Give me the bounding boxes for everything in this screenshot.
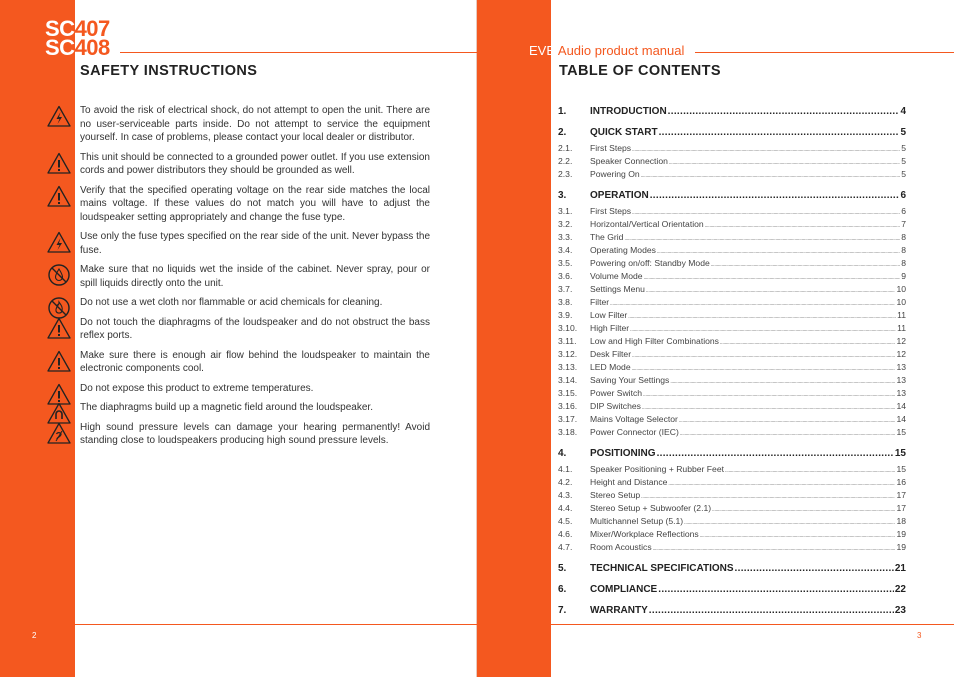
toc-entry-title: TECHNICAL SPECIFICATIONS (590, 563, 734, 574)
toc-dot-leader (641, 173, 901, 179)
toc-dot-leader (650, 190, 900, 201)
toc-entry-page: 5 (901, 156, 906, 166)
safety-item (45, 382, 430, 396)
toc-entry-number: 4.3. (558, 490, 573, 500)
toc-dot-leader (642, 405, 895, 411)
toc-entry[interactable] (558, 388, 906, 401)
toc-dot-leader (705, 223, 901, 229)
toc-entry-number: 3.16. (558, 401, 578, 411)
toc-entry-number: 7. (558, 605, 567, 616)
toc-dot-leader (659, 127, 900, 138)
toc-entry-title: The Grid (590, 232, 624, 242)
toc-entry[interactable] (558, 477, 906, 490)
toc-entry[interactable] (558, 516, 906, 529)
toc-entry[interactable] (558, 427, 906, 440)
toc-entry-title: Operating Modes (590, 245, 656, 255)
safety-item (45, 263, 430, 290)
toc-entry-title: Saving Your Settings (590, 375, 670, 385)
toc-entry-title: Speaker Connection (590, 156, 668, 166)
lightning-warning-icon (47, 231, 71, 253)
toc-entry-title: Mains Voltage Selector (590, 414, 678, 424)
toc-dot-leader (643, 392, 895, 398)
safety-item-text: The diaphragms build up a magnetic field around the loudspeaker. (80, 402, 373, 413)
toc-entry-title: Low and High Filter Combinations (590, 336, 719, 346)
toc-entry-title: Mixer/Workplace Reflections (590, 529, 699, 539)
toc-entry-title: Low Filter (590, 310, 628, 320)
toc-entry-title: Multichannel Setup (5.1) (590, 516, 684, 526)
toc-entry-page: 12 (896, 349, 906, 359)
safety-item-text: High sound pressure levels can damage your hearing permanently! Avoid standing close to loudspeakers producing high sound pressure levels. (80, 421, 430, 446)
toc-entry-number: 3.6. (558, 271, 573, 281)
toc-entry-page: 15 (896, 427, 906, 437)
toc-entry-page: 13 (896, 375, 906, 385)
toc-entry[interactable] (558, 584, 906, 597)
safety-item-text: Do not use a wet cloth nor flammable or acid chemicals for cleaning. (80, 297, 383, 308)
toc-entry-title: DIP Switches (590, 401, 641, 411)
toc-dot-leader (628, 314, 896, 320)
safety-item-text: Use only the fuse types specified on the rear side of the unit. Never bypass the fuse. (80, 231, 430, 256)
toc-entry-title: Power Connector (IEC) (590, 427, 679, 437)
toc-entry-title: COMPLIANCE (590, 584, 658, 595)
toc-dot-leader (653, 546, 896, 552)
toc-entry[interactable] (558, 464, 906, 477)
safety-item-text: This unit should be connected to a grounded power outlet. If you use extension cords and power distributors they should be grounded as well. (80, 151, 430, 176)
toc-entry-title: Stereo Setup + Subwoofer (2.1) (590, 503, 712, 513)
safety-item-text: Make sure that no liquids wet the inside of the cabinet. Never spray, pour or spill liquids directly onto the unit. (80, 264, 430, 289)
footer-rule-left (75, 624, 477, 625)
toc-entry[interactable] (558, 503, 906, 516)
manual-title: EVE Audio product manual (529, 43, 685, 58)
toc-entry-page: 10 (896, 284, 906, 294)
toc-entry-number: 3. (558, 190, 567, 201)
toc-dot-leader (646, 288, 896, 294)
toc-dot-leader (624, 236, 900, 242)
toc-entry[interactable] (558, 232, 906, 245)
toc-entry-title: Height and Distance (590, 477, 668, 487)
toc-entry[interactable] (558, 605, 906, 618)
toc-entry-page: 17 (896, 490, 906, 500)
toc-entry-title: Horizontal/Vertical Orientation (590, 219, 704, 229)
toc-dot-leader (668, 106, 900, 117)
toc-dot-leader (735, 563, 894, 574)
toc-entry[interactable] (558, 529, 906, 542)
toc-dot-leader (679, 418, 896, 424)
toc-entry-page: 16 (896, 477, 906, 487)
toc-entry-title: First Steps (590, 143, 632, 153)
toc-entry-number: 3.14. (558, 375, 578, 385)
toc-entry-page: 6 (901, 206, 906, 216)
toc-entry-number: 3.5. (558, 258, 573, 268)
toc-dot-leader (700, 533, 896, 539)
toc-entry-title: Filter (590, 297, 610, 307)
toc-entry-title: First Steps (590, 206, 632, 216)
toc-entry-page: 5 (901, 143, 906, 153)
toc-entry-number: 3.1. (558, 206, 573, 216)
toc-entry-page: 9 (901, 271, 906, 281)
page-number-right: 3 (917, 631, 922, 640)
toc-entry-number: 4.4. (558, 503, 573, 513)
toc-entry[interactable] (558, 156, 906, 169)
toc-entry-number: 3.4. (558, 245, 573, 255)
toc-entry[interactable] (558, 542, 906, 555)
toc-entry[interactable] (558, 245, 906, 258)
toc-entry-page: 17 (896, 503, 906, 513)
safety-item-text: Make sure there is enough air flow behind the loudspeaker to maintain the electronic components cool. (80, 349, 430, 374)
toc-entry-page: 5 (901, 169, 906, 179)
toc-entry-page: 13 (896, 362, 906, 372)
safety-item-text: Verify that the specified operating voltage on the rear side matches the local mains voltage. If these values do not match you will have to adjust the loudspeaker setting appropriately and change the fuse type. (80, 184, 430, 223)
toc-dot-leader (684, 520, 895, 526)
right-accent-stripe (477, 0, 551, 677)
toc-entry[interactable] (558, 414, 906, 427)
toc-entry-page: 22 (894, 584, 906, 595)
toc-entry[interactable] (558, 349, 906, 362)
safety-item (45, 184, 430, 225)
toc-dot-leader (657, 448, 894, 459)
toc-entry-page: 8 (901, 245, 906, 255)
toc-entry-number: 4.6. (558, 529, 573, 539)
toc-entry-page: 5 (900, 127, 906, 138)
toc-entry-number: 3.18. (558, 427, 578, 437)
toc-entry-page: 23 (894, 605, 906, 616)
toc-entry-title: Settings Menu (590, 284, 645, 294)
toc-entry-number: 2.2. (558, 156, 573, 166)
safety-item (45, 316, 430, 343)
header-rule-left (120, 52, 477, 53)
toc-dot-leader (680, 431, 896, 437)
toc-dot-leader (657, 249, 900, 255)
page-number-left: 2 (32, 631, 37, 640)
toc-entry-page: 7 (901, 219, 906, 229)
toc-dot-leader (632, 210, 900, 216)
toc-entry[interactable] (558, 143, 906, 156)
toc-dot-leader (725, 468, 895, 474)
toc-entry-page: 15 (894, 448, 906, 459)
toc-entry-number: 3.10. (558, 323, 578, 333)
toc-dot-leader (669, 160, 900, 166)
toc-entry[interactable] (558, 448, 906, 461)
toc-entry[interactable] (558, 258, 906, 271)
toc-entry-number: 3.3. (558, 232, 573, 242)
toc-entry[interactable] (558, 563, 906, 576)
toc-entry-page: 19 (896, 529, 906, 539)
toc-entry-number: 3.7. (558, 284, 573, 294)
toc-entry[interactable] (558, 219, 906, 232)
model-name-sc408: SC408 (45, 35, 110, 60)
toc-entry-number: 3.15. (558, 388, 578, 398)
hearing-warning-icon (47, 422, 71, 444)
toc-entry-page: 14 (896, 414, 906, 424)
toc-entry-number: 4.1. (558, 464, 573, 474)
toc-entry-title: INTRODUCTION (590, 106, 667, 117)
toc-entry-number: 3.17. (558, 414, 578, 424)
toc-entry-number: 5. (558, 563, 567, 574)
toc-heading: TABLE OF CONTENTS (559, 63, 721, 79)
exclamation-warning-icon (47, 185, 71, 207)
toc-entry[interactable] (558, 206, 906, 219)
toc-entry-page: 4 (900, 106, 906, 117)
toc-entry[interactable] (558, 271, 906, 284)
toc-dot-leader (610, 301, 895, 307)
toc-entry-page: 19 (896, 542, 906, 552)
toc-entry-page: 8 (901, 232, 906, 242)
toc-entry-number: 3.11. (558, 336, 577, 346)
toc-entry-number: 2. (558, 127, 567, 138)
model-name-sc407: SC407 (45, 16, 110, 41)
toc-entry-title: Volume Mode (590, 271, 643, 281)
toc-entry-page: 10 (896, 297, 906, 307)
toc-entry-title: OPERATION (590, 190, 649, 201)
toc-dot-leader (632, 353, 895, 359)
toc-entry-title: POSITIONING (590, 448, 656, 459)
page-divider (476, 0, 477, 677)
toc-entry-title: LED Mode (590, 362, 631, 372)
toc-entry-page: 6 (900, 190, 906, 201)
toc-dot-leader (668, 481, 895, 487)
toc-entry-number: 4.7. (558, 542, 573, 552)
safety-item (45, 230, 430, 257)
toc-dot-leader (630, 327, 896, 333)
toc-dot-leader (658, 584, 894, 595)
safety-instructions-list (45, 104, 430, 454)
safety-item-text: Do not expose this product to extreme temperatures. (80, 382, 314, 394)
toc-entry[interactable] (558, 127, 906, 140)
toc-entry-title: Desk Filter (590, 349, 632, 359)
lightning-warning-icon (47, 105, 71, 127)
toc-entry-page: 21 (894, 563, 906, 574)
toc-entry-number: 4. (558, 448, 567, 459)
safety-item-text: To avoid the risk of electrical shock, do not attempt to open the unit. There are no user-serviceable parts inside. Do not attempt to service the equipment yourself. In case of problems, please contact your local dealer or distributor. (80, 105, 430, 143)
toc-entry[interactable] (558, 362, 906, 375)
toc-entry-title: Power Switch (590, 388, 643, 398)
toc-entry-number: 3.12. (558, 349, 578, 359)
toc-entry[interactable] (558, 310, 906, 323)
no-liquid-icon (47, 264, 71, 286)
toc-entry-page: 11 (897, 323, 906, 333)
toc-entry-number: 4.5. (558, 516, 573, 526)
toc-entry-page: 8 (901, 258, 906, 268)
toc-entry[interactable] (558, 106, 906, 119)
toc-entry-page: 14 (896, 401, 906, 411)
toc-entry-number: 3.2. (558, 219, 573, 229)
safety-item (45, 151, 430, 178)
toc-entry-page: 15 (896, 464, 906, 474)
safety-item (45, 421, 430, 448)
safety-item (45, 104, 430, 145)
toc-entry-page: 18 (896, 516, 906, 526)
toc-entry-number: 3.9. (558, 310, 573, 320)
table-of-contents (558, 106, 906, 618)
safety-item (45, 401, 430, 415)
toc-entry-title: QUICK START (590, 127, 658, 138)
toc-entry-title: WARRANTY (590, 605, 648, 616)
toc-dot-leader (644, 275, 901, 281)
toc-entry[interactable] (558, 490, 906, 503)
toc-dot-leader (712, 507, 895, 513)
toc-entry-title: Powering on/off: Standby Mode (590, 258, 710, 268)
toc-entry-title: High Filter (590, 323, 630, 333)
toc-entry-number: 3.8. (558, 297, 573, 307)
safety-item-text: Do not touch the diaphragms of the loudspeaker and do not obstruct the bass reflex ports. (80, 316, 430, 341)
toc-dot-leader (720, 340, 895, 346)
toc-entry[interactable] (558, 190, 906, 203)
toc-entry-page: 13 (896, 388, 906, 398)
toc-entry-page: 12 (896, 336, 906, 346)
toc-dot-leader (711, 262, 900, 268)
safety-item (45, 349, 430, 376)
toc-entry[interactable] (558, 375, 906, 388)
toc-entry[interactable] (558, 336, 906, 349)
exclamation-warning-icon (47, 350, 71, 372)
footer-rule-right (551, 624, 954, 625)
toc-entry[interactable] (558, 401, 906, 414)
exclamation-warning-icon (47, 152, 71, 174)
toc-entry-number: 2.1. (558, 143, 573, 153)
toc-entry-title: Room Acoustics (590, 542, 652, 552)
toc-entry-number: 1. (558, 106, 567, 117)
exclamation-warning-icon (47, 317, 71, 339)
toc-entry[interactable] (558, 297, 906, 310)
toc-entry[interactable] (558, 323, 906, 336)
toc-dot-leader (670, 379, 895, 385)
toc-entry-title: Speaker Positioning + Rubber Feet (590, 464, 725, 474)
toc-entry-number: 2.3. (558, 169, 573, 179)
toc-entry[interactable] (558, 284, 906, 297)
toc-dot-leader (632, 147, 900, 153)
toc-entry-number: 6. (558, 584, 567, 595)
toc-entry-page: 11 (897, 310, 906, 320)
toc-entry[interactable] (558, 169, 906, 182)
safety-item (45, 296, 430, 310)
toc-entry-title: Stereo Setup (590, 490, 641, 500)
toc-entry-number: 3.13. (558, 362, 578, 372)
header-rule-right (695, 52, 954, 53)
toc-entry-number: 4.2. (558, 477, 573, 487)
toc-entry-title: Powering On (590, 169, 640, 179)
toc-dot-leader (649, 605, 894, 616)
toc-dot-leader (641, 494, 895, 500)
safety-heading: SAFETY INSTRUCTIONS (80, 63, 258, 79)
toc-dot-leader (632, 366, 896, 372)
